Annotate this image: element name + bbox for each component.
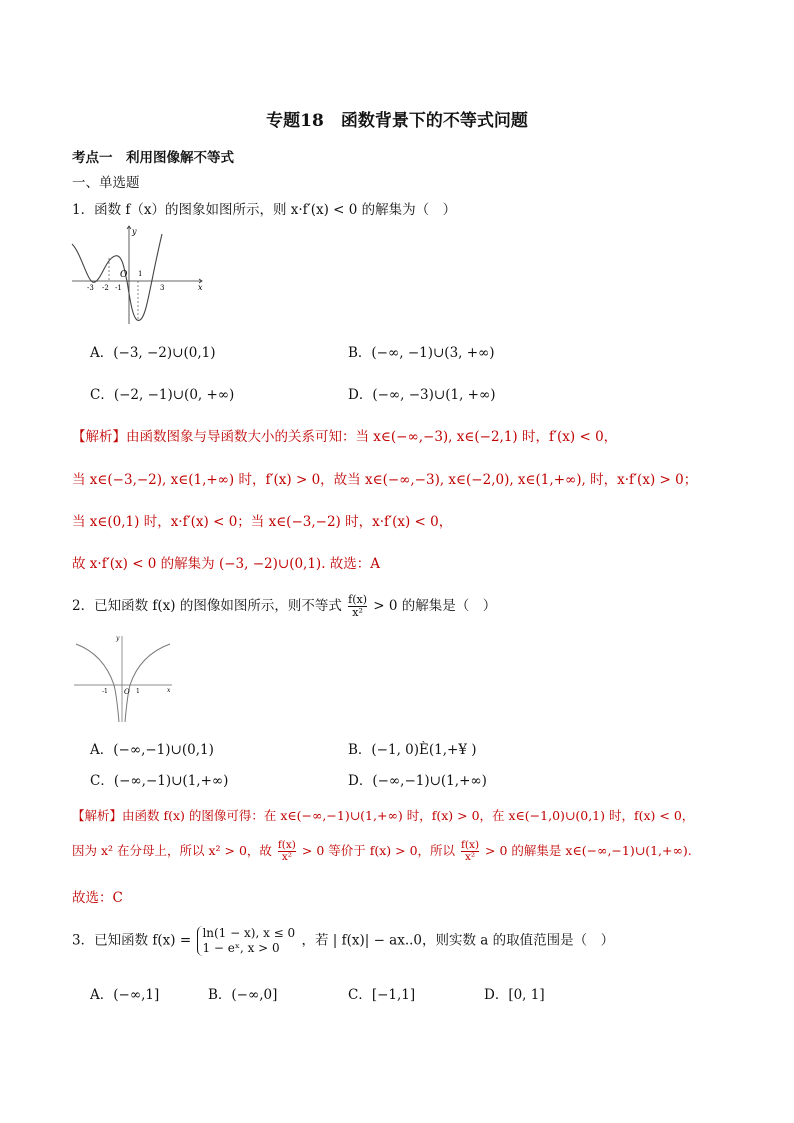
q2-option-a: A．(−∞,−1)∪(0,1) [90, 742, 214, 758]
q1-origin-label: O [120, 270, 128, 280]
q2-analysis-line1: 【解析】由函数 f(x) 的图像可得：在 x∈(−∞,−1)∪(1,+∞) 时，f(x) > 0，在 x∈(−1,0)∪(0,1) 时，f(x) < 0， [72, 808, 695, 823]
q2-origin-label: O [124, 688, 130, 696]
q3-option-d: D．[0, 1] [484, 987, 545, 1003]
q1-tick-m2: -2 [102, 284, 109, 292]
q2-analysis-label: 【解析】 [72, 808, 123, 823]
q1-tick-m1: -1 [115, 284, 122, 292]
q1-analysis-line1: 【解析】由函数图象与导函数大小的关系可知：当 x∈(−∞,−3), x∈(−2,1) 时，f′(x) < 0， [72, 429, 618, 445]
section-heading: 考点一 利用图像解不等式 [72, 150, 234, 166]
q1-y-label: y [132, 227, 137, 236]
q1-stem: 1．函数 f（x）的图象如图所示，则 x·f′(x) < 0 的解集为（ ） [72, 202, 457, 218]
q1-x-label: x [198, 283, 203, 292]
q3-piecewise: ln(1 − x), x ≤ 0 1 − eˣ, x > 0 [197, 926, 295, 956]
q3-option-c: C．[−1,1] [348, 987, 416, 1003]
q1-analysis-line3: 当 x∈(0,1) 时，x·f′(x) < 0；当 x∈(−3,−2) 时，x·f′(x) < 0， [72, 514, 453, 530]
q2-fraction: $\frac{f(x)}{\text{x²}}$ [348, 593, 367, 619]
q2-analysis-line2: 因为 x² 在分母上，所以 x² > 0，故 $\frac{f(x)}{\text{x²}}$ > 0 等价于 f(x) > 0，所以 $\frac{f(x)}{\text{x²}}$ > 0 的解集是 x∈(−∞,−1)∪(1,+∞). [72, 839, 692, 863]
q2-option-c: C．(−∞,−1)∪(1,+∞) [90, 773, 229, 789]
q2-tick-m1: -1 [102, 688, 108, 695]
q1-analysis-line4: 故 x·f′(x) < 0 的解集为 (−3, −2)∪(0,1). 故选：A [72, 556, 381, 572]
q1-option-a: A．(−3, −2)∪(0,1) [90, 345, 216, 361]
q1-graph [70, 224, 210, 329]
q2-x-label: x [167, 687, 171, 694]
q2-curve-left [76, 644, 119, 722]
q3-option-b: B．(−∞,0] [208, 987, 278, 1003]
q1-option-d: D．(−∞, −3)∪(1, +∞) [348, 387, 496, 403]
q1-option-c: C．(−2, −1)∪(0, +∞) [90, 387, 235, 403]
q2-y-label: y [116, 635, 120, 642]
q1-analysis-line2: 当 x∈(−3,−2), x∈(1,+∞) 时，f′(x) > 0，故当 x∈(−∞,−3), x∈(−2,0), x∈(1,+∞), 时，x·f′(x) > 0； [72, 472, 698, 488]
q2-stem: 2．已知函数 f(x) 的图像如图所示，则不等式 $\frac{f(x)}{\text{x²}}$ > 0 的解集是（ ） [72, 593, 497, 619]
q2-option-d: D．(−∞,−1)∪(1,+∞) [348, 773, 487, 789]
q2-tick-1: 1 [136, 688, 140, 695]
q2-graph [72, 632, 180, 724]
q3-stem: 3．已知函数 f(x) = ln(1 − x), x ≤ 0 1 − eˣ, x > 0 ，若 | f(x)| − ax..0，则实数 a 的取值范围是（ ） [72, 926, 615, 955]
page-title: 专题18 函数背景下的不等式问题 [266, 111, 528, 131]
q1-tick-1: 1 [138, 270, 143, 278]
subsection-heading: 一、单选题 [72, 175, 140, 191]
q2-analysis-line3: 故选：C [72, 890, 123, 906]
q3-option-a: A．(−∞,1] [90, 987, 160, 1003]
q1-option-b: B．(−∞, −1)∪(3, +∞) [348, 345, 495, 361]
q1-analysis-label: 【解析】 [72, 429, 126, 445]
q2-curve-right [125, 644, 170, 722]
q1-curve [72, 234, 165, 320]
q1-tick-m3: -3 [87, 284, 94, 292]
q2-option-b: B．(−1, 0)È(1,+¥ ) [348, 742, 477, 758]
q1-tick-3: 3 [160, 284, 165, 292]
